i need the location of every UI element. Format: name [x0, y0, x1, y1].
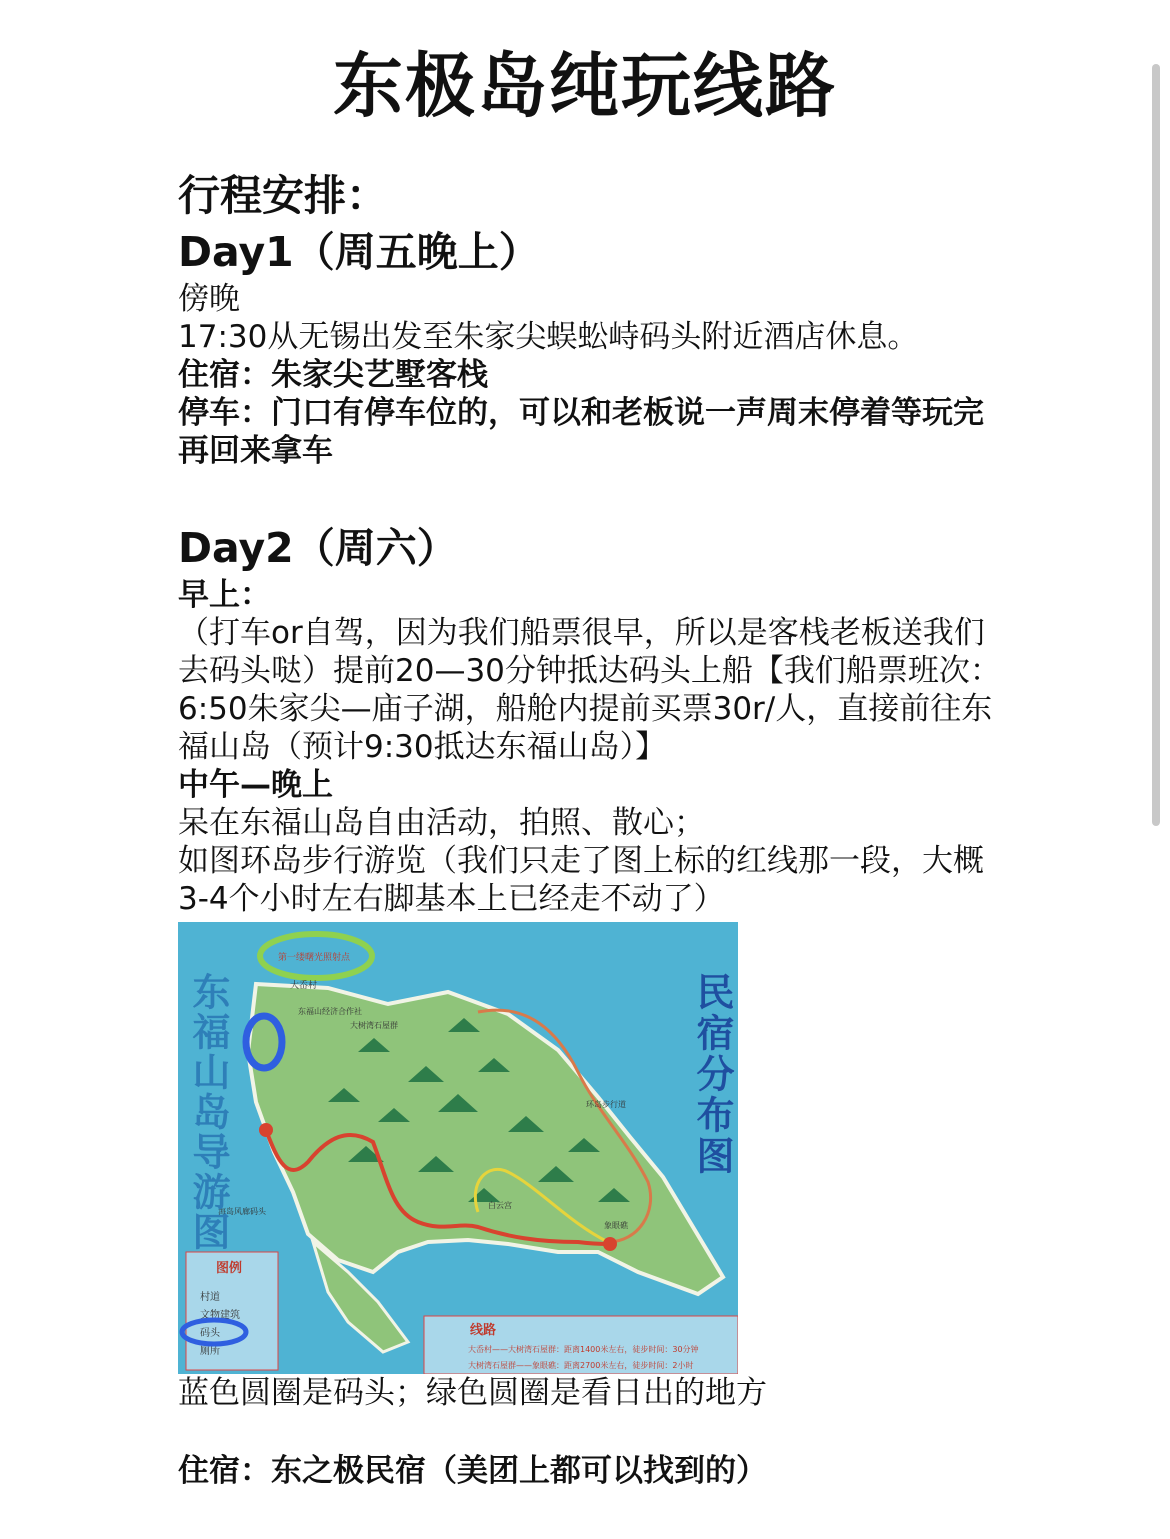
day1-stay: 住宿：朱家尖艺墅客栈 [178, 357, 488, 393]
day2-morning-text: （打车or自驾，因为我们船票很早，所以是客栈老板送我们去码头哒）提前20—30分钟抵达码头上船【我们船票班次：6:50朱家尖—庙子湖，船舱内提前买票30r/人，直接前往东福山岛（预计9:30抵达东福山岛）】 [178, 615, 1001, 765]
map-label-coop: 东福山经济合作社 [298, 1007, 362, 1016]
map-route-line-1: 大岙村——大树湾石屋群：距离1400米左右，徒步时间：30分钟 [468, 1345, 699, 1354]
map-label-stone: 大树湾石屋群 [350, 1021, 398, 1030]
day1-time-label: 傍晚 [178, 281, 240, 317]
itinerary-heading: 行程安排： [178, 171, 389, 220]
map-route-line-2: 大树湾石屋群——象眼礁：距离2700米左右，徒步时间：2小时 [468, 1361, 694, 1370]
map-label-rock: 象眼礁 [604, 1221, 628, 1230]
map-legend-item-4: 厕所 [200, 1346, 220, 1357]
day2-noon-label: 中午—晚上 [178, 767, 333, 803]
map-route-title: 线路 [470, 1323, 497, 1338]
map-legend-item-2: 文物建筑 [200, 1310, 240, 1321]
map-legend-item-3: 码头 [200, 1328, 220, 1339]
scrollbar[interactable] [1152, 64, 1160, 826]
day1-parking: 停车：门口有停车位的，可以和老板说一声周末停着等玩完再回来拿车 [178, 395, 984, 469]
day2-noon-text-1: 呆在东福山岛自由活动，拍照、散心； [178, 805, 705, 841]
map-label-temple: 白云宫 [488, 1201, 512, 1210]
map-caption: 蓝色圆圈是码头；绿色圆圈是看日出的地方 [178, 1375, 767, 1411]
map-title-right: 民宿分布图 [690, 972, 734, 1177]
map-legend-title: 图例 [216, 1261, 243, 1276]
map-label-pier: 海岛风廊码头 [218, 1207, 266, 1216]
day2-stay: 住宿：东之极民宿（美团上都可以找到的） [178, 1453, 767, 1489]
map-legend-item-1: 村道 [200, 1292, 220, 1303]
map-label-trail: 环岛步行道 [586, 1100, 626, 1109]
article-body [178, 168, 1008, 1490]
day2-morning-label: 早上： [178, 577, 271, 613]
page-title: 东极岛纯玩线路 [333, 45, 837, 127]
day1-heading: Day1（周五晚上） [178, 228, 540, 276]
day1-text: 17:30从无锡出发至朱家尖蜈蚣峙码头附近酒店休息。 [178, 319, 919, 355]
map-label-sunrise: 第一缕曙光照射点 [278, 953, 351, 963]
map-label-village: 大岙村 [290, 981, 318, 991]
day2-noon-text-2: 如图环岛步行游览（我们只走了图上标的红线那一段，大概3-4个小时左右脚基本上已经走不动了） [178, 843, 984, 917]
day2-heading: Day2（周六） [178, 524, 458, 572]
island-map-image [178, 922, 738, 1374]
map-title-left: 东福山岛导游图 [186, 972, 230, 1252]
